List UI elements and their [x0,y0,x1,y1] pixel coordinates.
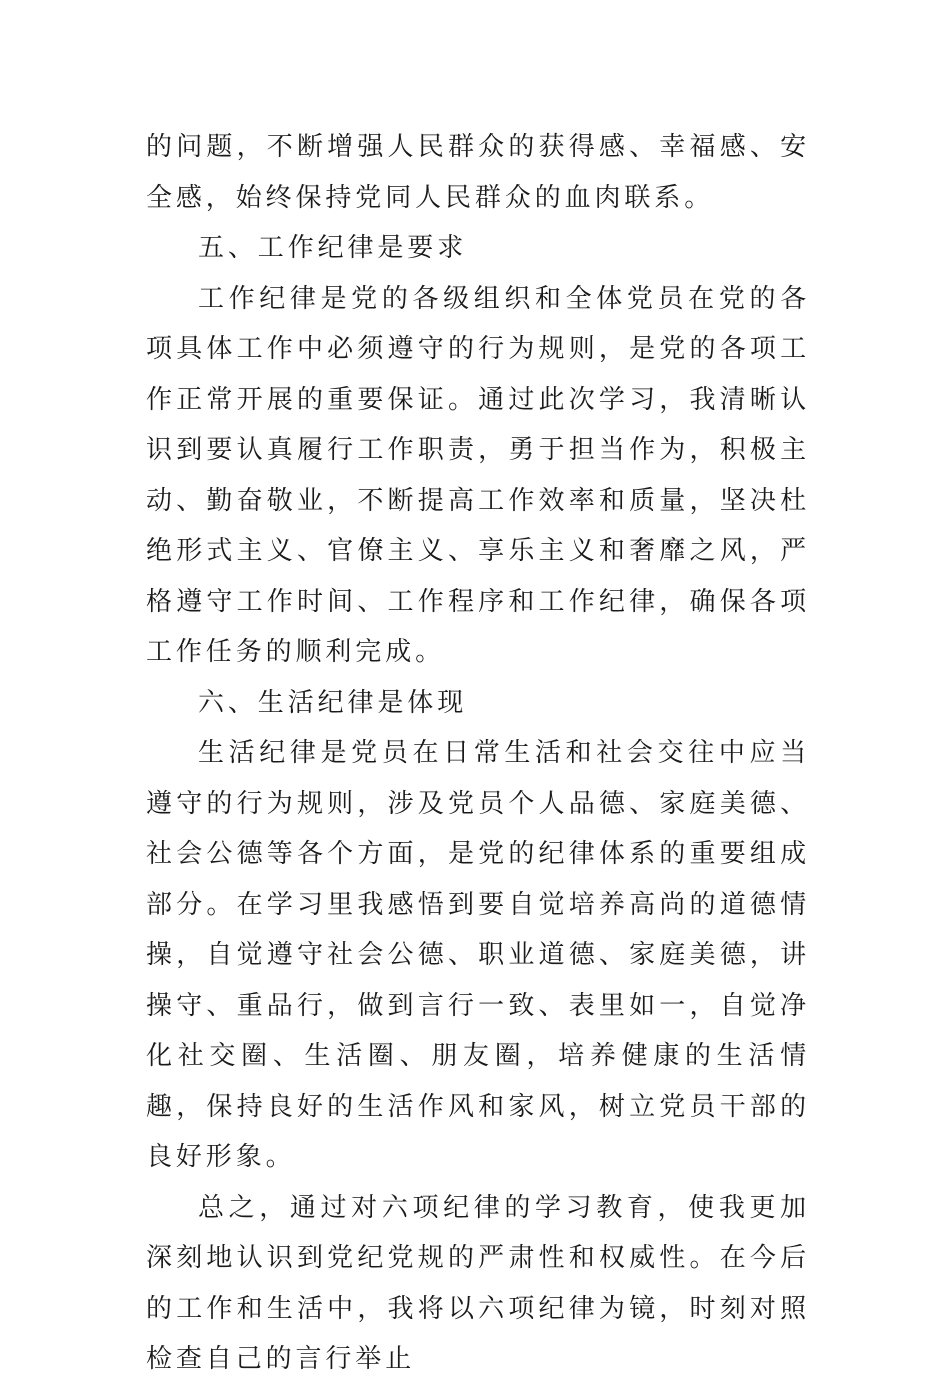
section-heading-life-discipline: 六、生活纪律是体现 [198,687,468,718]
paragraph-work-discipline: 工作纪律是党的各级组织和全体党员在党的各项具体工作中必须遵守的行为规则，是党的各项工作正常开展的重要保证。通过此次学习，我清晰认识到要认真履行工作职责，勇于担当作为，积极主动、勤奋敬业，不断提高工作效率和质量，坚决杜绝形式主义、官僚主义、享乐主义和奢靡之风，严格遵守工作时间、工作程序和工作纪律，确保各项工作任务的顺利完成。 [146,283,810,667]
section-heading-work-discipline: 五、工作纪律是要求 [198,233,468,263]
document-body [146,122,810,1385]
paragraph-continuation: 的问题，不断增强人民群众的获得感、幸福感、安全感，始终保持党同人民群众的血肉联系。 [146,132,810,213]
paragraph-life-discipline: 生活纪律是党员在日常生活和社会交往中应当遵守的行为规则，涉及党员个人品德、家庭美德、社会公德等各个方面，是党的纪律体系的重要组成部分。在学习里我感悟到要自觉培养高尚的道德情操，自觉遵守社会公德、职业道德、家庭美德，讲操守、重品行，做到言行一致、表里如一，自觉净化社交圈、生活圈、朋友圈，培养健康的生活情趣，保持良好的生活作风和家风，树立党员干部的良好形象。 [146,738,810,1172]
paragraph-conclusion: 总之，通过对六项纪律的学习教育，使我更加深刻地认识到党纪党规的严肃性和权威性。在今后的工作和生活中，我将以六项纪律为镜，时刻对照检查自己的言行举止 [146,1192,810,1374]
